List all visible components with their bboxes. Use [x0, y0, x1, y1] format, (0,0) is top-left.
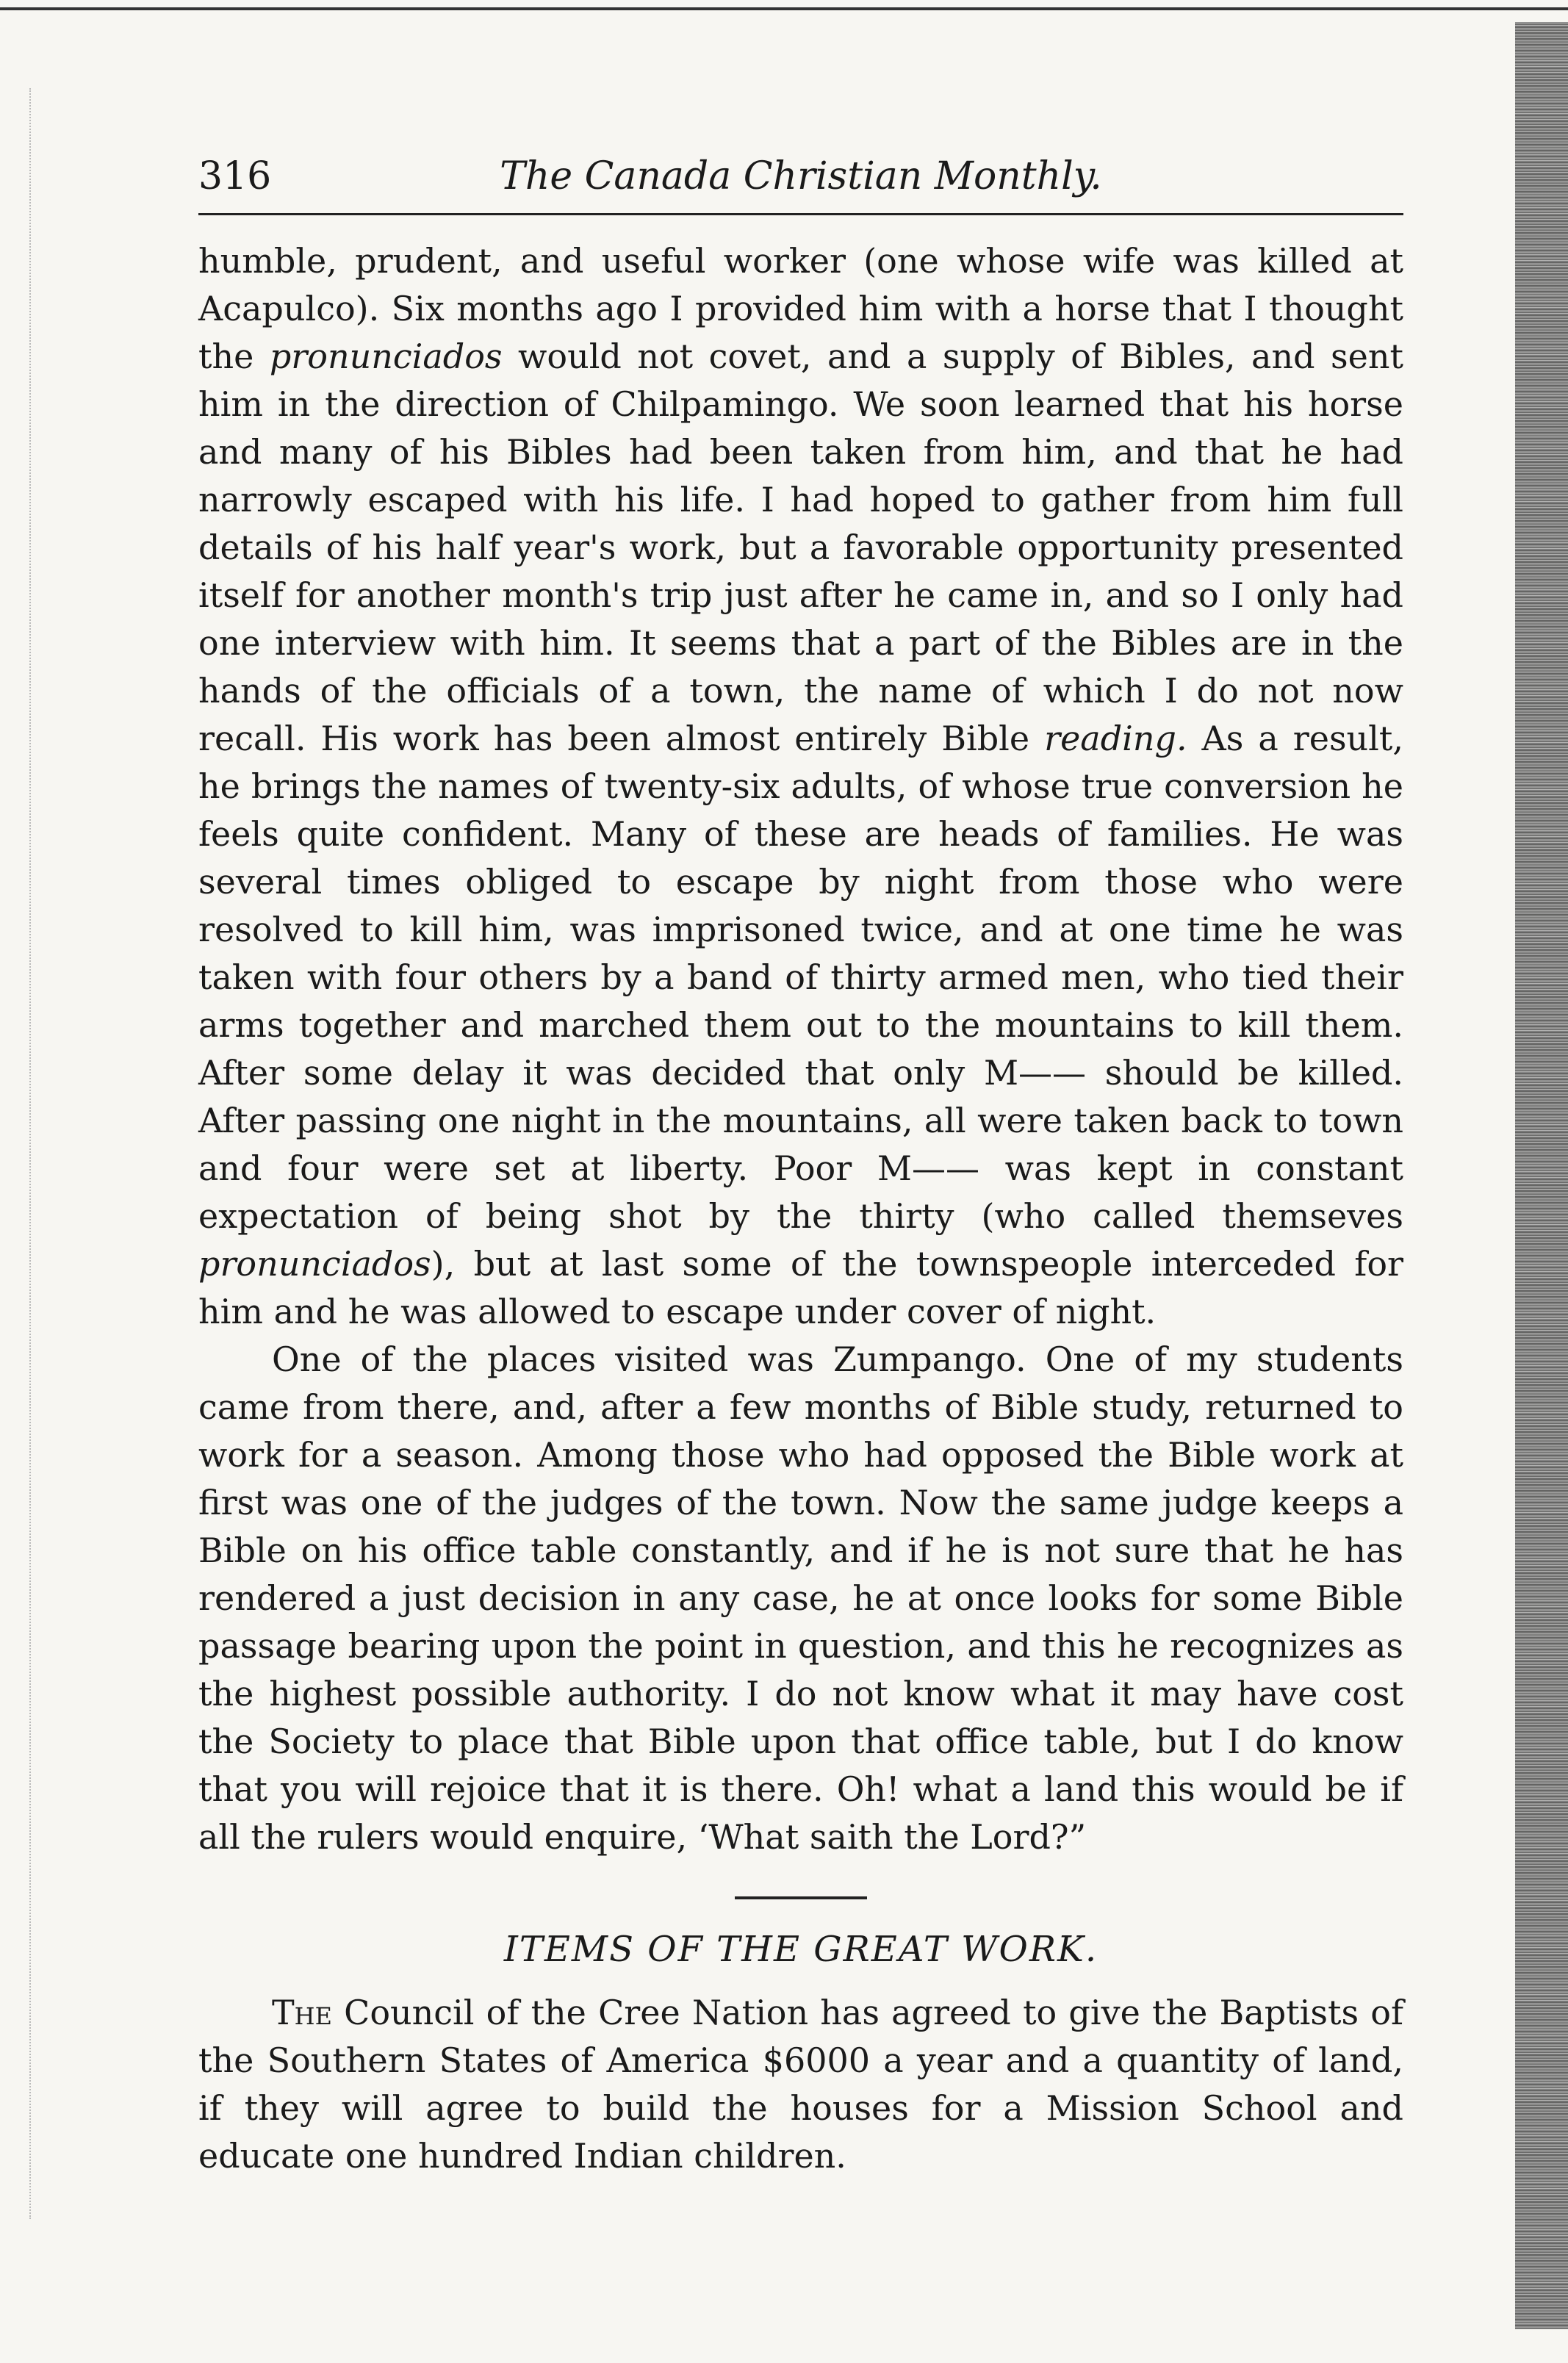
running-title: The Canada Christian Monthly.: [500, 154, 1102, 198]
page-header: [198, 132, 1403, 213]
section-paragraph: [198, 1989, 1403, 2180]
page-binding-edge: [1515, 22, 1568, 2329]
text-run: One of the places visited was Zumpango. One of my students came from there, and, after a few months of Bible study, returned to work for a season. Among those who had opposed the Bible work at first was one of the judges of the town. Now the same judge keeps a Bible on his office table constantly, and if he is not sure that he has rendered a just decision in any case, he at once looks for some Bible passage bearing upon the point in question, and this he recognizes as the highest possible authority. I do not know what it may have cost the Society to place that Bible upon that office table, but I do know that you will rejoice that it is there. Oh! what a land this would be if all the rulers would enquire, ‘What saith the Lord?”: [198, 1339, 1403, 1857]
text-run: ), but at last some of the townspeople interceded for him and he was allowed to escape under cover of night.: [198, 1244, 1403, 1331]
section-divider: [735, 1896, 867, 1899]
header-rule: [198, 213, 1403, 215]
text-run: As a result, he brings the names of twenty-six adults, of whose true conversion he feels quite confident. Many of these are heads of families. He was several times obliged to escape by night from those who were resolved to kill him, was imprisoned twice, and at one time he was taken with four others by a band of thirty armed men, who tied their arms together and marched them out to the mountains to kill them. After some delay it was decided that only M—— should be killed. After passing one night in the mountains, all were taken back to town and four were set at liberty. Poor M—— was kept in constant expectation of being shot by the thirty (who called themseves: [198, 719, 1403, 1236]
page-content: [198, 132, 1403, 2180]
left-margin-marks: [29, 88, 35, 2219]
text-run: would not covet, and a supply of Bibles, and sent him in the direction of Chilpamingo. We soon learned that his horse and many of his Bibles had been taken from him, and that he had narrowly escaped with his life. I had hoped to gather from him full details of his half year's work, but a favorable opportunity presented itself for another month's trip just after he came in, and so I only had one interview with him. It seems that a part of the Bibles are in the hands of the officials of a town, the name of which I do not now recall. His work has been almost entirely Bible: [198, 337, 1403, 758]
body-paragraph: [198, 1336, 1403, 1861]
section-body-text: Council of the Cree Nation has agreed to give the Baptists of the Southern States of America $6000 a year and a quantity of land, if they will agree to build the houses for a Mission School and educate one hundred Indian children.: [198, 1993, 1403, 2176]
italic-text-run: pronunciados: [269, 337, 503, 376]
page-number: 316: [198, 154, 272, 198]
body-paragraph: [198, 237, 1403, 1336]
text-run: humble, prudent, and useful worker (one whose wife was killed at Acapulco). Six months ago I provided him with a horse that I thought the: [198, 241, 1403, 376]
top-border-line: [0, 7, 1568, 10]
italic-text-run: reading.: [1044, 719, 1187, 758]
section-heading: ITEMS OF THE GREAT WORK.: [503, 1929, 1098, 1970]
lead-word: The: [272, 1993, 332, 2032]
italic-text-run: pronunciados: [198, 1244, 431, 1284]
